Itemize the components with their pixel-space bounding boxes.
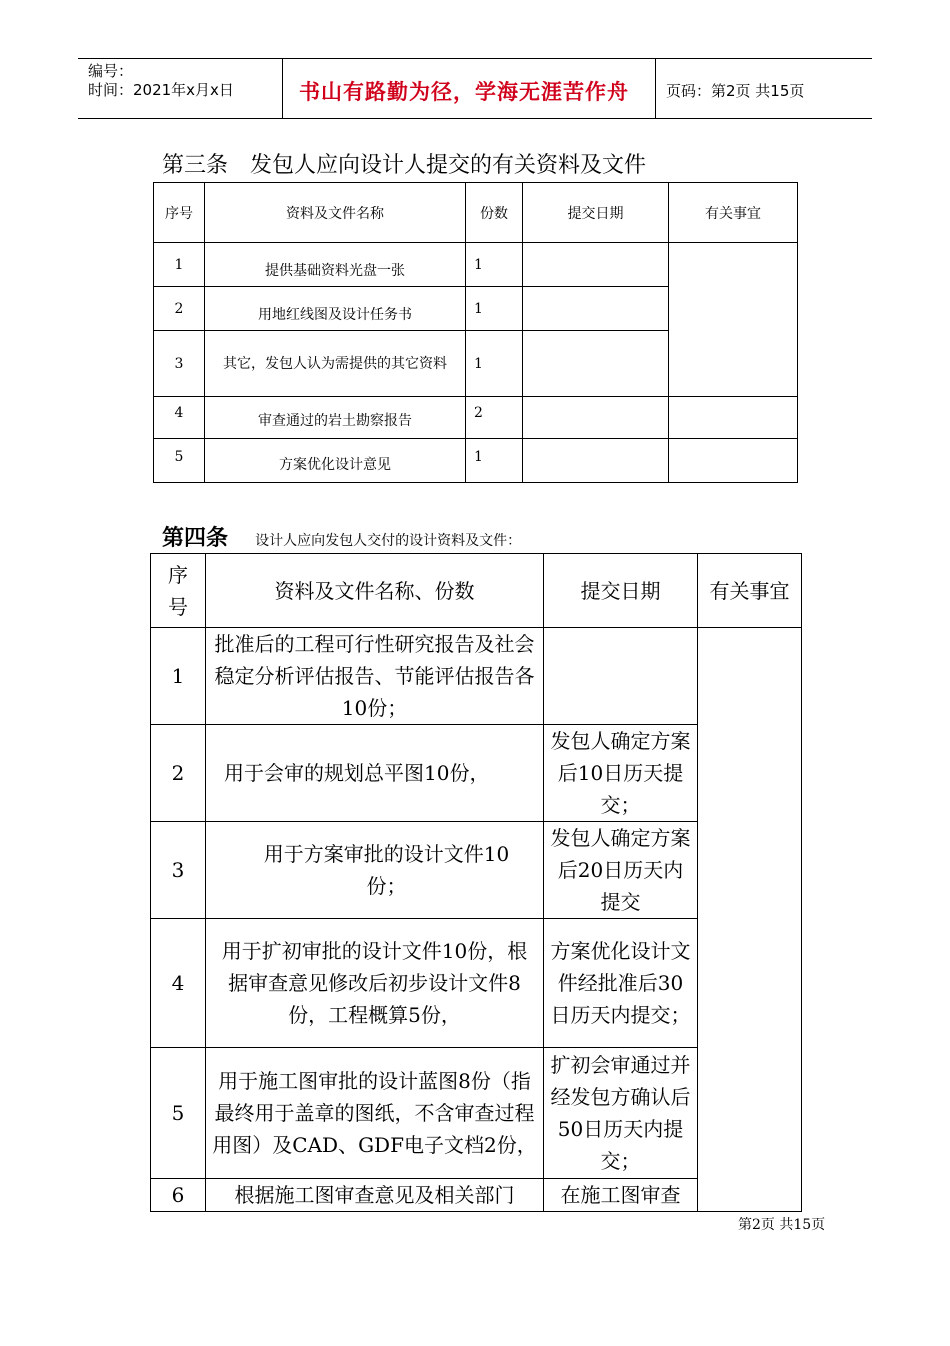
table-header-row bbox=[154, 183, 798, 243]
row-date: 扩初会审通过并经发包方确认后50日历天内提交； bbox=[544, 1048, 698, 1179]
row-number: 4 bbox=[151, 919, 206, 1048]
row-document-name: 用于扩初审批的设计文件10份，根据审查意见修改后初步设计文件8份，工程概算5份， bbox=[206, 919, 544, 1048]
section4-title-label: 第四条 bbox=[162, 526, 229, 551]
header-divider-left bbox=[282, 58, 283, 119]
row-document-name: 提供基础资料光盘一张 bbox=[205, 243, 466, 287]
row-date bbox=[523, 287, 669, 331]
table-row bbox=[151, 628, 802, 725]
row-date bbox=[544, 628, 698, 725]
row-quantity: 1 bbox=[466, 439, 523, 483]
row-quantity: 2 bbox=[466, 397, 523, 439]
col-header-date: 提交日期 bbox=[544, 554, 698, 628]
col-header-name-qty: 资料及文件名称、份数 bbox=[206, 554, 544, 628]
row-number: 5 bbox=[154, 439, 205, 483]
col-header-name: 资料及文件名称 bbox=[205, 183, 466, 243]
header-bottom-rule bbox=[78, 118, 872, 119]
section3-table bbox=[153, 182, 798, 483]
section4-table bbox=[150, 553, 802, 1212]
row-document-name: 其它，发包人认为需提供的其它资料 bbox=[205, 331, 466, 397]
col-header-remarks: 有关事宜 bbox=[669, 183, 798, 243]
row-number: 4 bbox=[154, 397, 205, 439]
header-divider-right bbox=[655, 58, 656, 119]
section4-title-text: 设计人应向发包人交付的设计资料及文件： bbox=[255, 533, 522, 549]
col-header-no: 序号 bbox=[151, 554, 206, 628]
document-time-label: 时间：2021年x月x日 bbox=[88, 81, 234, 99]
section4-title bbox=[162, 521, 521, 552]
row-date bbox=[523, 331, 669, 397]
col-header-no: 序号 bbox=[154, 183, 205, 243]
row-number: 1 bbox=[154, 243, 205, 287]
row-remarks bbox=[669, 243, 798, 397]
row-number: 5 bbox=[151, 1048, 206, 1179]
row-document-name: 审查通过的岩土勘察报告 bbox=[205, 397, 466, 439]
row-document-name: 批准后的工程可行性研究报告及社会稳定分析评估报告、节能评估报告各10份； bbox=[206, 628, 544, 725]
row-remarks bbox=[698, 628, 802, 1212]
row-quantity: 1 bbox=[466, 243, 523, 287]
row-date: 方案优化设计文件经批准后30日历天内提交； bbox=[544, 919, 698, 1048]
row-date bbox=[523, 397, 669, 439]
row-date: 发包人确定方案后10日历天提交； bbox=[544, 725, 698, 822]
row-document-name: 用于方案审批的设计文件10份； bbox=[206, 822, 544, 919]
row-date: 在施工图审查 bbox=[544, 1179, 698, 1212]
row-number: 2 bbox=[154, 287, 205, 331]
row-date bbox=[523, 439, 669, 483]
footer-page-number: 第2页 共15页 bbox=[738, 1217, 826, 1233]
row-number: 6 bbox=[151, 1179, 206, 1212]
row-number: 3 bbox=[154, 331, 205, 397]
header-top-rule bbox=[78, 58, 872, 59]
row-number: 2 bbox=[151, 725, 206, 822]
col-header-remarks: 有关事宜 bbox=[698, 554, 802, 628]
header-motto: 书山有路勤为径，学海无涯苦作舟 bbox=[299, 80, 629, 104]
header-page-number: 页码：第2页 共15页 bbox=[666, 82, 805, 100]
row-document-name: 根据施工图审查意见及相关部门 bbox=[206, 1179, 544, 1212]
row-number: 3 bbox=[151, 822, 206, 919]
row-remarks bbox=[669, 439, 798, 483]
document-code-label: 编号： bbox=[88, 62, 134, 80]
col-header-date: 提交日期 bbox=[523, 183, 669, 243]
row-document-name: 用地红线图及设计任务书 bbox=[205, 287, 466, 331]
table-header-row bbox=[151, 554, 802, 628]
row-date bbox=[523, 243, 669, 287]
row-document-name: 用于施工图审批的设计蓝图8份（指最终用于盖章的图纸，不含审查过程用图）及CAD、GDF电子文档2份， bbox=[206, 1048, 544, 1179]
table-row bbox=[154, 439, 798, 483]
row-document-name: 用于会审的规划总平图10份， bbox=[206, 725, 544, 822]
table-row bbox=[154, 397, 798, 439]
row-remarks bbox=[669, 397, 798, 439]
row-quantity: 1 bbox=[466, 287, 523, 331]
section3-title: 第三条 发包人应向设计人提交的有关资料及文件 bbox=[162, 153, 647, 178]
row-quantity: 1 bbox=[466, 331, 523, 397]
row-date: 发包人确定方案后20日历天内提交 bbox=[544, 822, 698, 919]
table-row bbox=[154, 243, 798, 287]
row-number: 1 bbox=[151, 628, 206, 725]
col-header-qty: 份数 bbox=[466, 183, 523, 243]
row-document-name: 方案优化设计意见 bbox=[205, 439, 466, 483]
